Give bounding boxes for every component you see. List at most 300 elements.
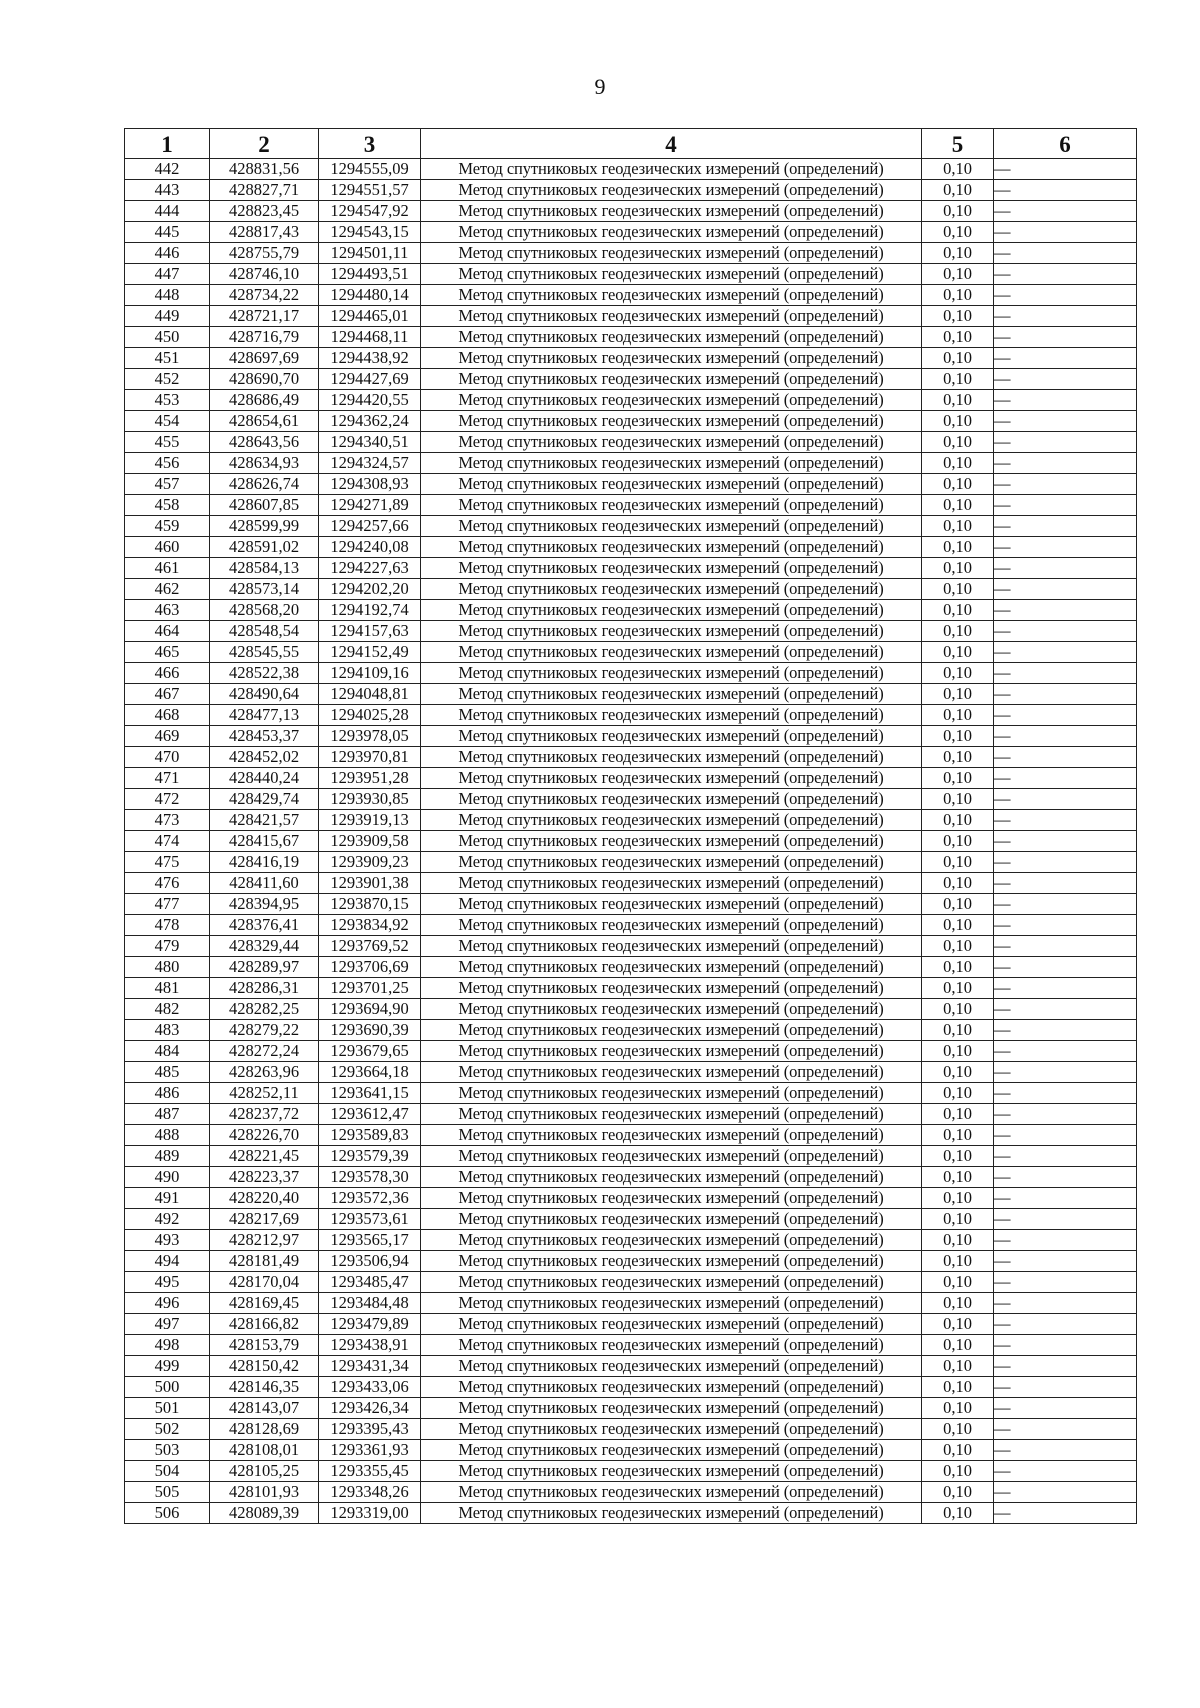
- point-number-cell: 487: [125, 1104, 210, 1125]
- precision-cell: 0,10: [922, 180, 994, 201]
- method-cell: Метод спутниковых геодезических измерений (определений): [421, 1419, 922, 1440]
- precision-cell: 0,10: [922, 705, 994, 726]
- precision-cell: 0,10: [922, 1062, 994, 1083]
- y-coordinate-cell: 1293395,43: [319, 1419, 421, 1440]
- method-cell: Метод спутниковых геодезических измерений (определений): [421, 579, 922, 600]
- y-coordinate-cell: 1293909,23: [319, 852, 421, 873]
- point-number-cell: 444: [125, 201, 210, 222]
- description-cell: —: [994, 684, 1137, 705]
- table-row: [125, 684, 1137, 705]
- method-cell: Метод спутниковых геодезических измерений (определений): [421, 453, 922, 474]
- method-cell: Метод спутниковых геодезических измерений (определений): [421, 810, 922, 831]
- description-cell: —: [994, 369, 1137, 390]
- table-row: [125, 1188, 1137, 1209]
- description-cell: —: [994, 1461, 1137, 1482]
- table-row: [125, 1377, 1137, 1398]
- description-cell: —: [994, 1146, 1137, 1167]
- description-cell: —: [994, 1062, 1137, 1083]
- description-cell: —: [994, 1440, 1137, 1461]
- description-cell: —: [994, 411, 1137, 432]
- description-cell: —: [994, 852, 1137, 873]
- precision-cell: 0,10: [922, 810, 994, 831]
- table-row: [125, 1167, 1137, 1188]
- x-coordinate-cell: 428272,24: [210, 1041, 319, 1062]
- point-number-cell: 502: [125, 1419, 210, 1440]
- description-cell: —: [994, 390, 1137, 411]
- point-number-cell: 489: [125, 1146, 210, 1167]
- precision-cell: 0,10: [922, 579, 994, 600]
- point-number-cell: 478: [125, 915, 210, 936]
- table-row: [125, 747, 1137, 768]
- x-coordinate-cell: 428591,02: [210, 537, 319, 558]
- description-cell: —: [994, 1419, 1137, 1440]
- x-coordinate-cell: 428827,71: [210, 180, 319, 201]
- y-coordinate-cell: 1293438,91: [319, 1335, 421, 1356]
- table-row: [125, 894, 1137, 915]
- method-cell: Метод спутниковых геодезических измерений (определений): [421, 474, 922, 495]
- method-cell: Метод спутниковых геодезических измерений (определений): [421, 894, 922, 915]
- method-cell: Метод спутниковых геодезических измерений (определений): [421, 558, 922, 579]
- point-number-cell: 483: [125, 1020, 210, 1041]
- method-cell: Метод спутниковых геодезических измерений (определений): [421, 1356, 922, 1377]
- table-row: [125, 789, 1137, 810]
- method-cell: Метод спутниковых геодезических измерений (определений): [421, 1104, 922, 1125]
- precision-cell: 0,10: [922, 873, 994, 894]
- y-coordinate-cell: 1294109,16: [319, 663, 421, 684]
- y-coordinate-cell: 1294551,57: [319, 180, 421, 201]
- table-row: [125, 201, 1137, 222]
- description-cell: —: [994, 1272, 1137, 1293]
- description-cell: —: [994, 1335, 1137, 1356]
- table-row: [125, 1125, 1137, 1146]
- x-coordinate-cell: 428394,95: [210, 894, 319, 915]
- y-coordinate-cell: 1293433,06: [319, 1377, 421, 1398]
- x-coordinate-cell: 428429,74: [210, 789, 319, 810]
- description-cell: —: [994, 558, 1137, 579]
- y-coordinate-cell: 1293484,48: [319, 1293, 421, 1314]
- y-coordinate-cell: 1294257,66: [319, 516, 421, 537]
- x-coordinate-cell: 428101,93: [210, 1482, 319, 1503]
- point-number-cell: 495: [125, 1272, 210, 1293]
- x-coordinate-cell: 428477,13: [210, 705, 319, 726]
- y-coordinate-cell: 1294227,63: [319, 558, 421, 579]
- precision-cell: 0,10: [922, 201, 994, 222]
- point-number-cell: 474: [125, 831, 210, 852]
- point-number-cell: 503: [125, 1440, 210, 1461]
- point-number-cell: 458: [125, 495, 210, 516]
- point-number-cell: 469: [125, 726, 210, 747]
- method-cell: Метод спутниковых геодезических измерений (определений): [421, 1251, 922, 1272]
- table-row: [125, 159, 1137, 180]
- point-number-cell: 473: [125, 810, 210, 831]
- description-cell: —: [994, 285, 1137, 306]
- point-number-cell: 467: [125, 684, 210, 705]
- precision-cell: 0,10: [922, 1167, 994, 1188]
- precision-cell: 0,10: [922, 243, 994, 264]
- y-coordinate-cell: 1293319,00: [319, 1503, 421, 1524]
- x-coordinate-cell: 428220,40: [210, 1188, 319, 1209]
- x-coordinate-cell: 428643,56: [210, 432, 319, 453]
- point-number-cell: 499: [125, 1356, 210, 1377]
- table-row: [125, 663, 1137, 684]
- point-number-cell: 457: [125, 474, 210, 495]
- y-coordinate-cell: 1294547,92: [319, 201, 421, 222]
- method-cell: Метод спутниковых геодезических измерений (определений): [421, 915, 922, 936]
- method-cell: Метод спутниковых геодезических измерений (определений): [421, 1503, 922, 1524]
- x-coordinate-cell: 428440,24: [210, 768, 319, 789]
- y-coordinate-cell: 1293573,61: [319, 1209, 421, 1230]
- point-number-cell: 500: [125, 1377, 210, 1398]
- table-row: [125, 621, 1137, 642]
- precision-cell: 0,10: [922, 1041, 994, 1062]
- method-cell: Метод спутниковых геодезических измерений (определений): [421, 999, 922, 1020]
- y-coordinate-cell: 1294192,74: [319, 600, 421, 621]
- description-cell: —: [994, 1230, 1137, 1251]
- method-cell: Метод спутниковых геодезических измерений (определений): [421, 1482, 922, 1503]
- y-coordinate-cell: 1294324,57: [319, 453, 421, 474]
- table-row: [125, 432, 1137, 453]
- point-number-cell: 449: [125, 306, 210, 327]
- x-coordinate-cell: 428734,22: [210, 285, 319, 306]
- description-cell: —: [994, 999, 1137, 1020]
- method-cell: Метод спутниковых геодезических измерений (определений): [421, 789, 922, 810]
- y-coordinate-cell: 1293579,39: [319, 1146, 421, 1167]
- method-cell: Метод спутниковых геодезических измерений (определений): [421, 1293, 922, 1314]
- point-number-cell: 472: [125, 789, 210, 810]
- table-row: [125, 1440, 1137, 1461]
- x-coordinate-cell: 428286,31: [210, 978, 319, 999]
- method-cell: Метод спутниковых геодезических измерений (определений): [421, 1335, 922, 1356]
- point-number-cell: 447: [125, 264, 210, 285]
- x-coordinate-cell: 428599,99: [210, 516, 319, 537]
- precision-cell: 0,10: [922, 495, 994, 516]
- description-cell: —: [994, 243, 1137, 264]
- precision-cell: 0,10: [922, 369, 994, 390]
- precision-cell: 0,10: [922, 1104, 994, 1125]
- x-coordinate-cell: 428237,72: [210, 1104, 319, 1125]
- y-coordinate-cell: 1294555,09: [319, 159, 421, 180]
- x-coordinate-cell: 428721,17: [210, 306, 319, 327]
- method-cell: Метод спутниковых геодезических измерений (определений): [421, 1083, 922, 1104]
- method-cell: Метод спутниковых геодезических измерений (определений): [421, 432, 922, 453]
- method-cell: Метод спутниковых геодезических измерений (определений): [421, 1377, 922, 1398]
- x-coordinate-cell: 428634,93: [210, 453, 319, 474]
- point-number-cell: 482: [125, 999, 210, 1020]
- description-cell: —: [994, 327, 1137, 348]
- table-row: [125, 327, 1137, 348]
- y-coordinate-cell: 1294048,81: [319, 684, 421, 705]
- point-number-cell: 466: [125, 663, 210, 684]
- y-coordinate-cell: 1294152,49: [319, 642, 421, 663]
- point-number-cell: 443: [125, 180, 210, 201]
- method-cell: Метод спутниковых геодезических измерений (определений): [421, 1440, 922, 1461]
- method-cell: Метод спутниковых геодезических измерений (определений): [421, 1230, 922, 1251]
- x-coordinate-cell: 428252,11: [210, 1083, 319, 1104]
- description-cell: —: [994, 474, 1137, 495]
- precision-cell: 0,10: [922, 327, 994, 348]
- table-row: [125, 936, 1137, 957]
- table-row: [125, 831, 1137, 852]
- x-coordinate-cell: 428716,79: [210, 327, 319, 348]
- table-row: [125, 558, 1137, 579]
- point-number-cell: 453: [125, 390, 210, 411]
- point-number-cell: 464: [125, 621, 210, 642]
- method-cell: Метод спутниковых геодезических измерений (определений): [421, 180, 922, 201]
- description-cell: —: [994, 201, 1137, 222]
- table-row: [125, 600, 1137, 621]
- point-number-cell: 445: [125, 222, 210, 243]
- x-coordinate-cell: 428263,96: [210, 1062, 319, 1083]
- description-cell: —: [994, 432, 1137, 453]
- description-cell: —: [994, 1293, 1137, 1314]
- table-row: [125, 1230, 1137, 1251]
- y-coordinate-cell: 1294501,11: [319, 243, 421, 264]
- y-coordinate-cell: 1293426,34: [319, 1398, 421, 1419]
- precision-cell: 0,10: [922, 684, 994, 705]
- y-coordinate-cell: 1294427,69: [319, 369, 421, 390]
- description-cell: —: [994, 600, 1137, 621]
- method-cell: Метод спутниковых геодезических измерений (определений): [421, 978, 922, 999]
- precision-cell: 0,10: [922, 600, 994, 621]
- precision-cell: 0,10: [922, 453, 994, 474]
- y-coordinate-cell: 1294362,24: [319, 411, 421, 432]
- point-number-cell: 459: [125, 516, 210, 537]
- method-cell: Метод спутниковых геодезических измерений (определений): [421, 705, 922, 726]
- point-number-cell: 491: [125, 1188, 210, 1209]
- y-coordinate-cell: 1293769,52: [319, 936, 421, 957]
- description-cell: —: [994, 915, 1137, 936]
- description-cell: —: [994, 957, 1137, 978]
- y-coordinate-cell: 1293431,34: [319, 1356, 421, 1377]
- precision-cell: 0,10: [922, 537, 994, 558]
- table-row: [125, 768, 1137, 789]
- method-cell: Метод спутниковых геодезических измерений (определений): [421, 222, 922, 243]
- x-coordinate-cell: 428329,44: [210, 936, 319, 957]
- table-row: [125, 1503, 1137, 1524]
- table-row: [125, 705, 1137, 726]
- method-cell: Метод спутниковых геодезических измерений (определений): [421, 327, 922, 348]
- table-row: [125, 1104, 1137, 1125]
- point-number-cell: 480: [125, 957, 210, 978]
- x-coordinate-cell: 428221,45: [210, 1146, 319, 1167]
- y-coordinate-cell: 1293612,47: [319, 1104, 421, 1125]
- method-cell: Метод спутниковых геодезических измерений (определений): [421, 747, 922, 768]
- description-cell: —: [994, 1020, 1137, 1041]
- precision-cell: 0,10: [922, 348, 994, 369]
- precision-cell: 0,10: [922, 642, 994, 663]
- x-coordinate-cell: 428686,49: [210, 390, 319, 411]
- method-cell: Метод спутниковых геодезических измерений (определений): [421, 264, 922, 285]
- point-number-cell: 452: [125, 369, 210, 390]
- x-coordinate-cell: 428279,22: [210, 1020, 319, 1041]
- y-coordinate-cell: 1293355,45: [319, 1461, 421, 1482]
- precision-cell: 0,10: [922, 852, 994, 873]
- table-row: [125, 1146, 1137, 1167]
- precision-cell: 0,10: [922, 1125, 994, 1146]
- x-coordinate-cell: 428223,37: [210, 1167, 319, 1188]
- description-cell: —: [994, 180, 1137, 201]
- description-cell: —: [994, 936, 1137, 957]
- table-row: [125, 1398, 1137, 1419]
- method-cell: Метод спутниковых геодезических измерений (определений): [421, 1146, 922, 1167]
- table-row: [125, 222, 1137, 243]
- x-coordinate-cell: 428545,55: [210, 642, 319, 663]
- point-number-cell: 476: [125, 873, 210, 894]
- precision-cell: 0,10: [922, 663, 994, 684]
- point-number-cell: 475: [125, 852, 210, 873]
- method-cell: Метод спутниковых геодезических измерений (определений): [421, 306, 922, 327]
- x-coordinate-cell: 428212,97: [210, 1230, 319, 1251]
- description-cell: —: [994, 1209, 1137, 1230]
- y-coordinate-cell: 1294157,63: [319, 621, 421, 642]
- precision-cell: 0,10: [922, 1083, 994, 1104]
- table-row: [125, 978, 1137, 999]
- precision-cell: 0,10: [922, 621, 994, 642]
- precision-cell: 0,10: [922, 789, 994, 810]
- x-coordinate-cell: 428690,70: [210, 369, 319, 390]
- y-coordinate-cell: 1293565,17: [319, 1230, 421, 1251]
- point-number-cell: 481: [125, 978, 210, 999]
- precision-cell: 0,10: [922, 264, 994, 285]
- precision-cell: 0,10: [922, 222, 994, 243]
- x-coordinate-cell: 428584,13: [210, 558, 319, 579]
- precision-cell: 0,10: [922, 159, 994, 180]
- precision-cell: 0,10: [922, 936, 994, 957]
- description-cell: —: [994, 516, 1137, 537]
- x-coordinate-cell: 428421,57: [210, 810, 319, 831]
- x-coordinate-cell: 428654,61: [210, 411, 319, 432]
- x-coordinate-cell: 428181,49: [210, 1251, 319, 1272]
- table-row: [125, 1482, 1137, 1503]
- x-coordinate-cell: 428153,79: [210, 1335, 319, 1356]
- y-coordinate-cell: 1293664,18: [319, 1062, 421, 1083]
- method-cell: Метод спутниковых геодезических измерений (определений): [421, 957, 922, 978]
- table-row: [125, 1356, 1137, 1377]
- x-coordinate-cell: 428150,42: [210, 1356, 319, 1377]
- point-number-cell: 471: [125, 768, 210, 789]
- point-number-cell: 454: [125, 411, 210, 432]
- point-number-cell: 492: [125, 1209, 210, 1230]
- y-coordinate-cell: 1294543,15: [319, 222, 421, 243]
- y-coordinate-cell: 1293870,15: [319, 894, 421, 915]
- description-cell: —: [994, 1167, 1137, 1188]
- x-coordinate-cell: 428490,64: [210, 684, 319, 705]
- y-coordinate-cell: 1293641,15: [319, 1083, 421, 1104]
- description-cell: —: [994, 306, 1137, 327]
- description-cell: —: [994, 1104, 1137, 1125]
- table-row: [125, 1293, 1137, 1314]
- table-row: [125, 348, 1137, 369]
- table-row: [125, 243, 1137, 264]
- description-cell: —: [994, 495, 1137, 516]
- precision-cell: 0,10: [922, 1398, 994, 1419]
- x-coordinate-cell: 428607,85: [210, 495, 319, 516]
- table-row: [125, 1419, 1137, 1440]
- method-cell: Метод спутниковых геодезических измерений (определений): [421, 285, 922, 306]
- y-coordinate-cell: 1293589,83: [319, 1125, 421, 1146]
- precision-cell: 0,10: [922, 1482, 994, 1503]
- description-cell: —: [994, 747, 1137, 768]
- y-coordinate-cell: 1294468,11: [319, 327, 421, 348]
- description-cell: —: [994, 1314, 1137, 1335]
- y-coordinate-cell: 1293572,36: [319, 1188, 421, 1209]
- point-number-cell: 463: [125, 600, 210, 621]
- description-cell: —: [994, 1251, 1137, 1272]
- y-coordinate-cell: 1293701,25: [319, 978, 421, 999]
- table-row: [125, 411, 1137, 432]
- x-coordinate-cell: 428755,79: [210, 243, 319, 264]
- y-coordinate-cell: 1294465,01: [319, 306, 421, 327]
- precision-cell: 0,10: [922, 1335, 994, 1356]
- description-cell: —: [994, 663, 1137, 684]
- point-number-cell: 460: [125, 537, 210, 558]
- precision-cell: 0,10: [922, 1503, 994, 1524]
- description-cell: —: [994, 1377, 1137, 1398]
- table-row: [125, 726, 1137, 747]
- y-coordinate-cell: 1293834,92: [319, 915, 421, 936]
- method-cell: Метод спутниковых геодезических измерений (определений): [421, 1167, 922, 1188]
- description-cell: —: [994, 873, 1137, 894]
- point-number-cell: 450: [125, 327, 210, 348]
- table-row: [125, 642, 1137, 663]
- table-row: [125, 264, 1137, 285]
- method-cell: Метод спутниковых геодезических измерений (определений): [421, 831, 922, 852]
- precision-cell: 0,10: [922, 474, 994, 495]
- precision-cell: 0,10: [922, 768, 994, 789]
- table-row: [125, 810, 1137, 831]
- point-number-cell: 455: [125, 432, 210, 453]
- y-coordinate-cell: 1294025,28: [319, 705, 421, 726]
- table-row: [125, 495, 1137, 516]
- table-row: [125, 453, 1137, 474]
- point-number-cell: 501: [125, 1398, 210, 1419]
- x-coordinate-cell: 428089,39: [210, 1503, 319, 1524]
- method-cell: Метод спутниковых геодезических измерений (определений): [421, 411, 922, 432]
- header-col-6: 6: [994, 129, 1137, 159]
- precision-cell: 0,10: [922, 1461, 994, 1482]
- precision-cell: 0,10: [922, 726, 994, 747]
- description-cell: —: [994, 222, 1137, 243]
- method-cell: Метод спутниковых геодезических измерений (определений): [421, 1398, 922, 1419]
- point-number-cell: 488: [125, 1125, 210, 1146]
- y-coordinate-cell: 1293578,30: [319, 1167, 421, 1188]
- x-coordinate-cell: 428166,82: [210, 1314, 319, 1335]
- y-coordinate-cell: 1293679,65: [319, 1041, 421, 1062]
- description-cell: —: [994, 1125, 1137, 1146]
- header-row: [125, 129, 1137, 159]
- point-number-cell: 505: [125, 1482, 210, 1503]
- method-cell: Метод спутниковых геодезических измерений (определений): [421, 201, 922, 222]
- precision-cell: 0,10: [922, 390, 994, 411]
- method-cell: Метод спутниковых геодезических измерений (определений): [421, 1125, 922, 1146]
- method-cell: Метод спутниковых геодезических измерений (определений): [421, 726, 922, 747]
- y-coordinate-cell: 1293479,89: [319, 1314, 421, 1335]
- method-cell: Метод спутниковых геодезических измерений (определений): [421, 663, 922, 684]
- precision-cell: 0,10: [922, 432, 994, 453]
- point-number-cell: 446: [125, 243, 210, 264]
- method-cell: Метод спутниковых геодезических измерений (определений): [421, 1461, 922, 1482]
- y-coordinate-cell: 1294240,08: [319, 537, 421, 558]
- x-coordinate-cell: 428548,54: [210, 621, 319, 642]
- precision-cell: 0,10: [922, 915, 994, 936]
- table-row: [125, 1335, 1137, 1356]
- method-cell: Метод спутниковых геодезических измерений (определений): [421, 873, 922, 894]
- description-cell: —: [994, 1356, 1137, 1377]
- precision-cell: 0,10: [922, 1377, 994, 1398]
- precision-cell: 0,10: [922, 1230, 994, 1251]
- x-coordinate-cell: 428226,70: [210, 1125, 319, 1146]
- x-coordinate-cell: 428411,60: [210, 873, 319, 894]
